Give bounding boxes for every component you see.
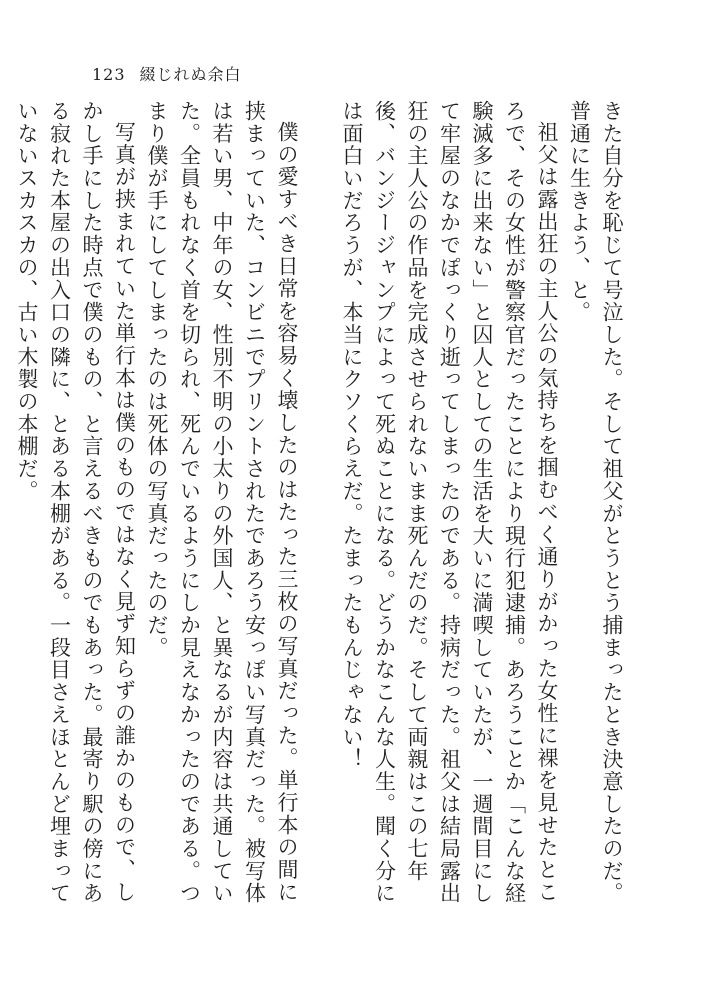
- page-number: 123: [92, 65, 126, 84]
- paragraph: きた自分を恥じて号泣した。そして祖父がとうとう捕まったとき決意したのだ。普通に生きよう、と。: [567, 100, 624, 905]
- section-break: [303, 100, 336, 920]
- book-title: 綴じれぬ余白: [139, 65, 242, 84]
- paragraph: 写真が挟まれていた単行本は僕のものではなく見ず知らずの誰かのもので、しかし手にした時点で僕のもの、と言えるべきものでもあった。最寄り駅の傍にある寂れた本屋の出入口の隣に、とある本棚がある。一段目さえほとんど埋まっていないスカスカの、古い木製の本棚だ。: [15, 100, 137, 905]
- vertical-body-text: [15, 100, 628, 920]
- paragraph: 祖父は露出狂の主人公の気持ちを掴むべく通りがかった女性に裸を見せたところで、その女性が警察官だったことにより現行犯逮捕。あろうことか「こんな経験滅多に出来ない」と囚人としての生活を大いに満喫していたが、一週間目にして牢屋のなかでぽっくり逝ってしまったのである。持病だった。祖父は結局露出狂の主人公の作品を完成させられないまま死んだのだ。そして両親はこの七年後、バンジージャンプによって死ぬことになる。どうかなこんな人生。聞く分には面白いだろうが、本当にクソくらえだ。たまったもんじゃない！: [340, 100, 559, 905]
- running-header: [92, 62, 242, 85]
- paragraph: 僕の愛すべき日常を容易く壊したのはたった三枚の写真だった。単行本の間に挟まっていた、コンビニでプリントされたであろう安っぽい写真だった。被写体は若い男、中年の女、性別不明の小太りの外国人、と異なるが内容は共通していた。全員もれなく首を切られ、死んでいるようにしか見えなかったのである。つまり僕が手にしてしまったのは死体の写真だったのだ。: [145, 100, 299, 905]
